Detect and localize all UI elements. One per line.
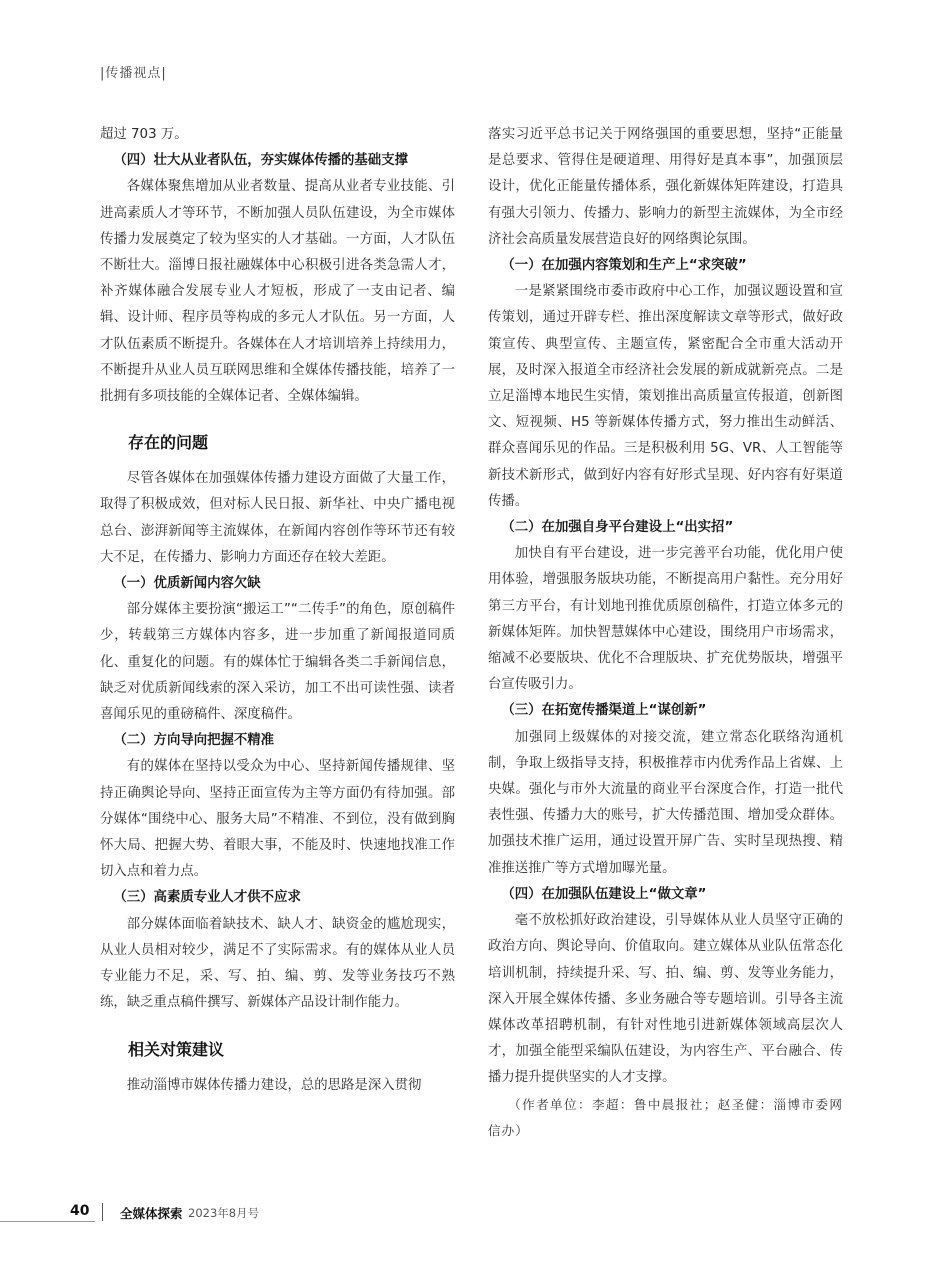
paragraph: 部分媒体面临着缺技术、缺人才、缺资金的尴尬现实，从业人员相对较少，满足不了实际需求。有的媒体从业人员专业能力不足，采、写、拍、编、剪、发等业务技巧不熟练，缺乏重点稿件撰写、新媒体产品设计制作能力。 — [100, 916, 455, 1011]
footer-divider — [102, 1203, 103, 1221]
paragraph: 一是紧紧围绕市委市政府中心工作，加强议题设置和宣传策划，通过开辟专栏、推出深度解读文章等形式，做好政策宣传、典型宣传、主题宣传，紧密配合全市重大活动开展，及时深入报道全市经济社会发展的新成就新亮点。二是立足淄博本地民生实情，策划推出高质量宣传报道，创新图文、短视频、H5 等新媒体传播方式，努力推出生动鲜活、群众喜闻乐见的作品。三是积极利用 5G、VR、人工智能等新技术新形式，做到好内容有好形式呈现、好内容有好渠道传播。 — [488, 284, 843, 509]
paragraph: 有的媒体在坚持以受众为中心、坚持新闻传播规律、坚持正确舆论导向、坚持正面宣传为主等方面仍有待加强。部分媒体“围绕中心、服务大局”不精准、不到位，没有做到胸怀大局、把握大势、着眼大事，不能及时、快速地找准工作切入点和着力点。 — [100, 759, 455, 880]
section-tag: |传播视点| — [100, 66, 167, 81]
paragraph: 部分媒体主要扮演“搬运工”“二传手”的角色，原创稿件少，转载第三方媒体内容多，进一步加重了新闻报道同质化、重复化的问题。有的媒体忙于编辑各类二手新闻信息，缺乏对优质新闻线索的深入采访，加工不出可读性强、读者喜闻乐见的重磅稿件、深度稿件。 — [100, 602, 455, 723]
left-column — [100, 122, 455, 1099]
section-heading-suggestions: 相关对策建议 — [128, 1039, 225, 1059]
subheading: （四）壮大从业者队伍，夯实媒体传播的基础支撑 — [113, 153, 408, 169]
paragraph: 各媒体聚焦增加从业者数量、提高从业者专业技能、引进高素质人才等环节，不断加强人员队伍建设，为全市媒体传播力发展奠定了较为坚实的人才基础。一方面，人才队伍不断壮大。淄博日报社融媒体中心积极引进各类急需人才，补齐媒体融合发展专业人才短板，形成了一支由记者、编辑、设计师、程序员等构成的多元人才队伍。另一方面，人才队伍素质不断提升。各媒体在人才培训培养上持续用力，不断提升从业人员互联网思维和全媒体传播技能，培养了一批拥有多项技能的全媒体记者、全媒体编辑。 — [100, 179, 455, 405]
subheading: （一）优质新闻内容欠缺 — [113, 576, 261, 592]
subheading: （一）在加强内容策划和生产上“求突破” — [501, 258, 747, 274]
paragraph: 尽管各媒体在加强媒体传播力建设方面做了大量工作，取得了积极成效，但对标人民日报、新华社、中央广播电视总台、澎湃新闻等主流媒体，在新闻内容创作等环节还有较大不足，在传播力、影响力方面还存在较大差距。 — [100, 471, 455, 565]
author-affiliation: （作者单位：李超：鲁中晨报社；赵圣健：淄博市委网信办） — [488, 1096, 843, 1138]
paragraph: 加强同上级媒体的对接交流，建立常态化联络沟通机制，争取上级指导支持，积极推荐市内优秀作品上省媒、上央媒。强化与市外大流量的商业平台深度合作，打造一批代表性强、传播力大的账号，扩大传播范围、增加受众群体。加强技术推广运用，通过设置开屏广告、实时呈现热搜、精准推送推广等方式增加曝光量。 — [488, 729, 843, 876]
footer-rule — [0, 1221, 95, 1222]
right-column — [488, 122, 843, 1144]
section-heading-problems: 存在的问题 — [128, 433, 209, 453]
page-footer — [0, 1203, 950, 1233]
paragraph: 推动淄博市媒体传播力建设，总的思路是深入贯彻 — [126, 1077, 422, 1093]
subheading: （三）在拓宽传播渠道上“谋创新” — [501, 703, 707, 719]
subheading: （四）在加强队伍建设上“做文章” — [501, 886, 707, 902]
magazine-name: 全媒体探索 — [120, 1206, 183, 1221]
page-number: 40 — [70, 1203, 90, 1219]
subheading: （二）在加强自身平台建设上“出实招” — [501, 520, 734, 536]
paragraph: 超过 703 万。 — [100, 127, 188, 142]
paragraph: 加快自有平台建设，进一步完善平台功能，优化用户使用体验，增强服务版块功能，不断提高用户黏性。充分用好第三方平台，有计划地刊推优质原创稿件，打造立体多元的新媒体矩阵。加快智慧媒体中心建设，围绕用户市场需求，缩减不必要版块、优化不合理版块、扩充优势版块，增强平台宣传吸引力。 — [488, 546, 843, 693]
subheading: （二）方向导向把握不精准 — [113, 733, 275, 749]
issue-date: 2023年8月号 — [188, 1206, 260, 1220]
subheading: （三）高素质专业人才供不应求 — [113, 890, 301, 906]
paragraph: 落实习近平总书记关于网络强国的重要思想，坚持“正能量是总要求、管得住是硬道理、用得好是真本事”，加强顶层设计，优化正能量传播体系，强化新媒体矩阵建设，打造具有强大引领力、传播力、影响力的新型主流媒体，为全市经济社会高质量发展营造良好的网络舆论氛围。 — [488, 127, 843, 247]
paragraph: 毫不放松抓好政治建设，引导媒体从业人员坚守正确的政治方向、舆论导向、价值取向。建立媒体从业队伍常态化培训机制，持续提升采、写、拍、编、剪、发等业务能力，深入开展全媒体传播、多业务融合等专题培训。引导各主流媒体改革招聘机制，有针对性地引进新媒体领域高层次人才，加强全能型采编队伍建设，为内容生产、平台融合、传播力提升提供坚实的人才支撑。 — [488, 913, 843, 1086]
